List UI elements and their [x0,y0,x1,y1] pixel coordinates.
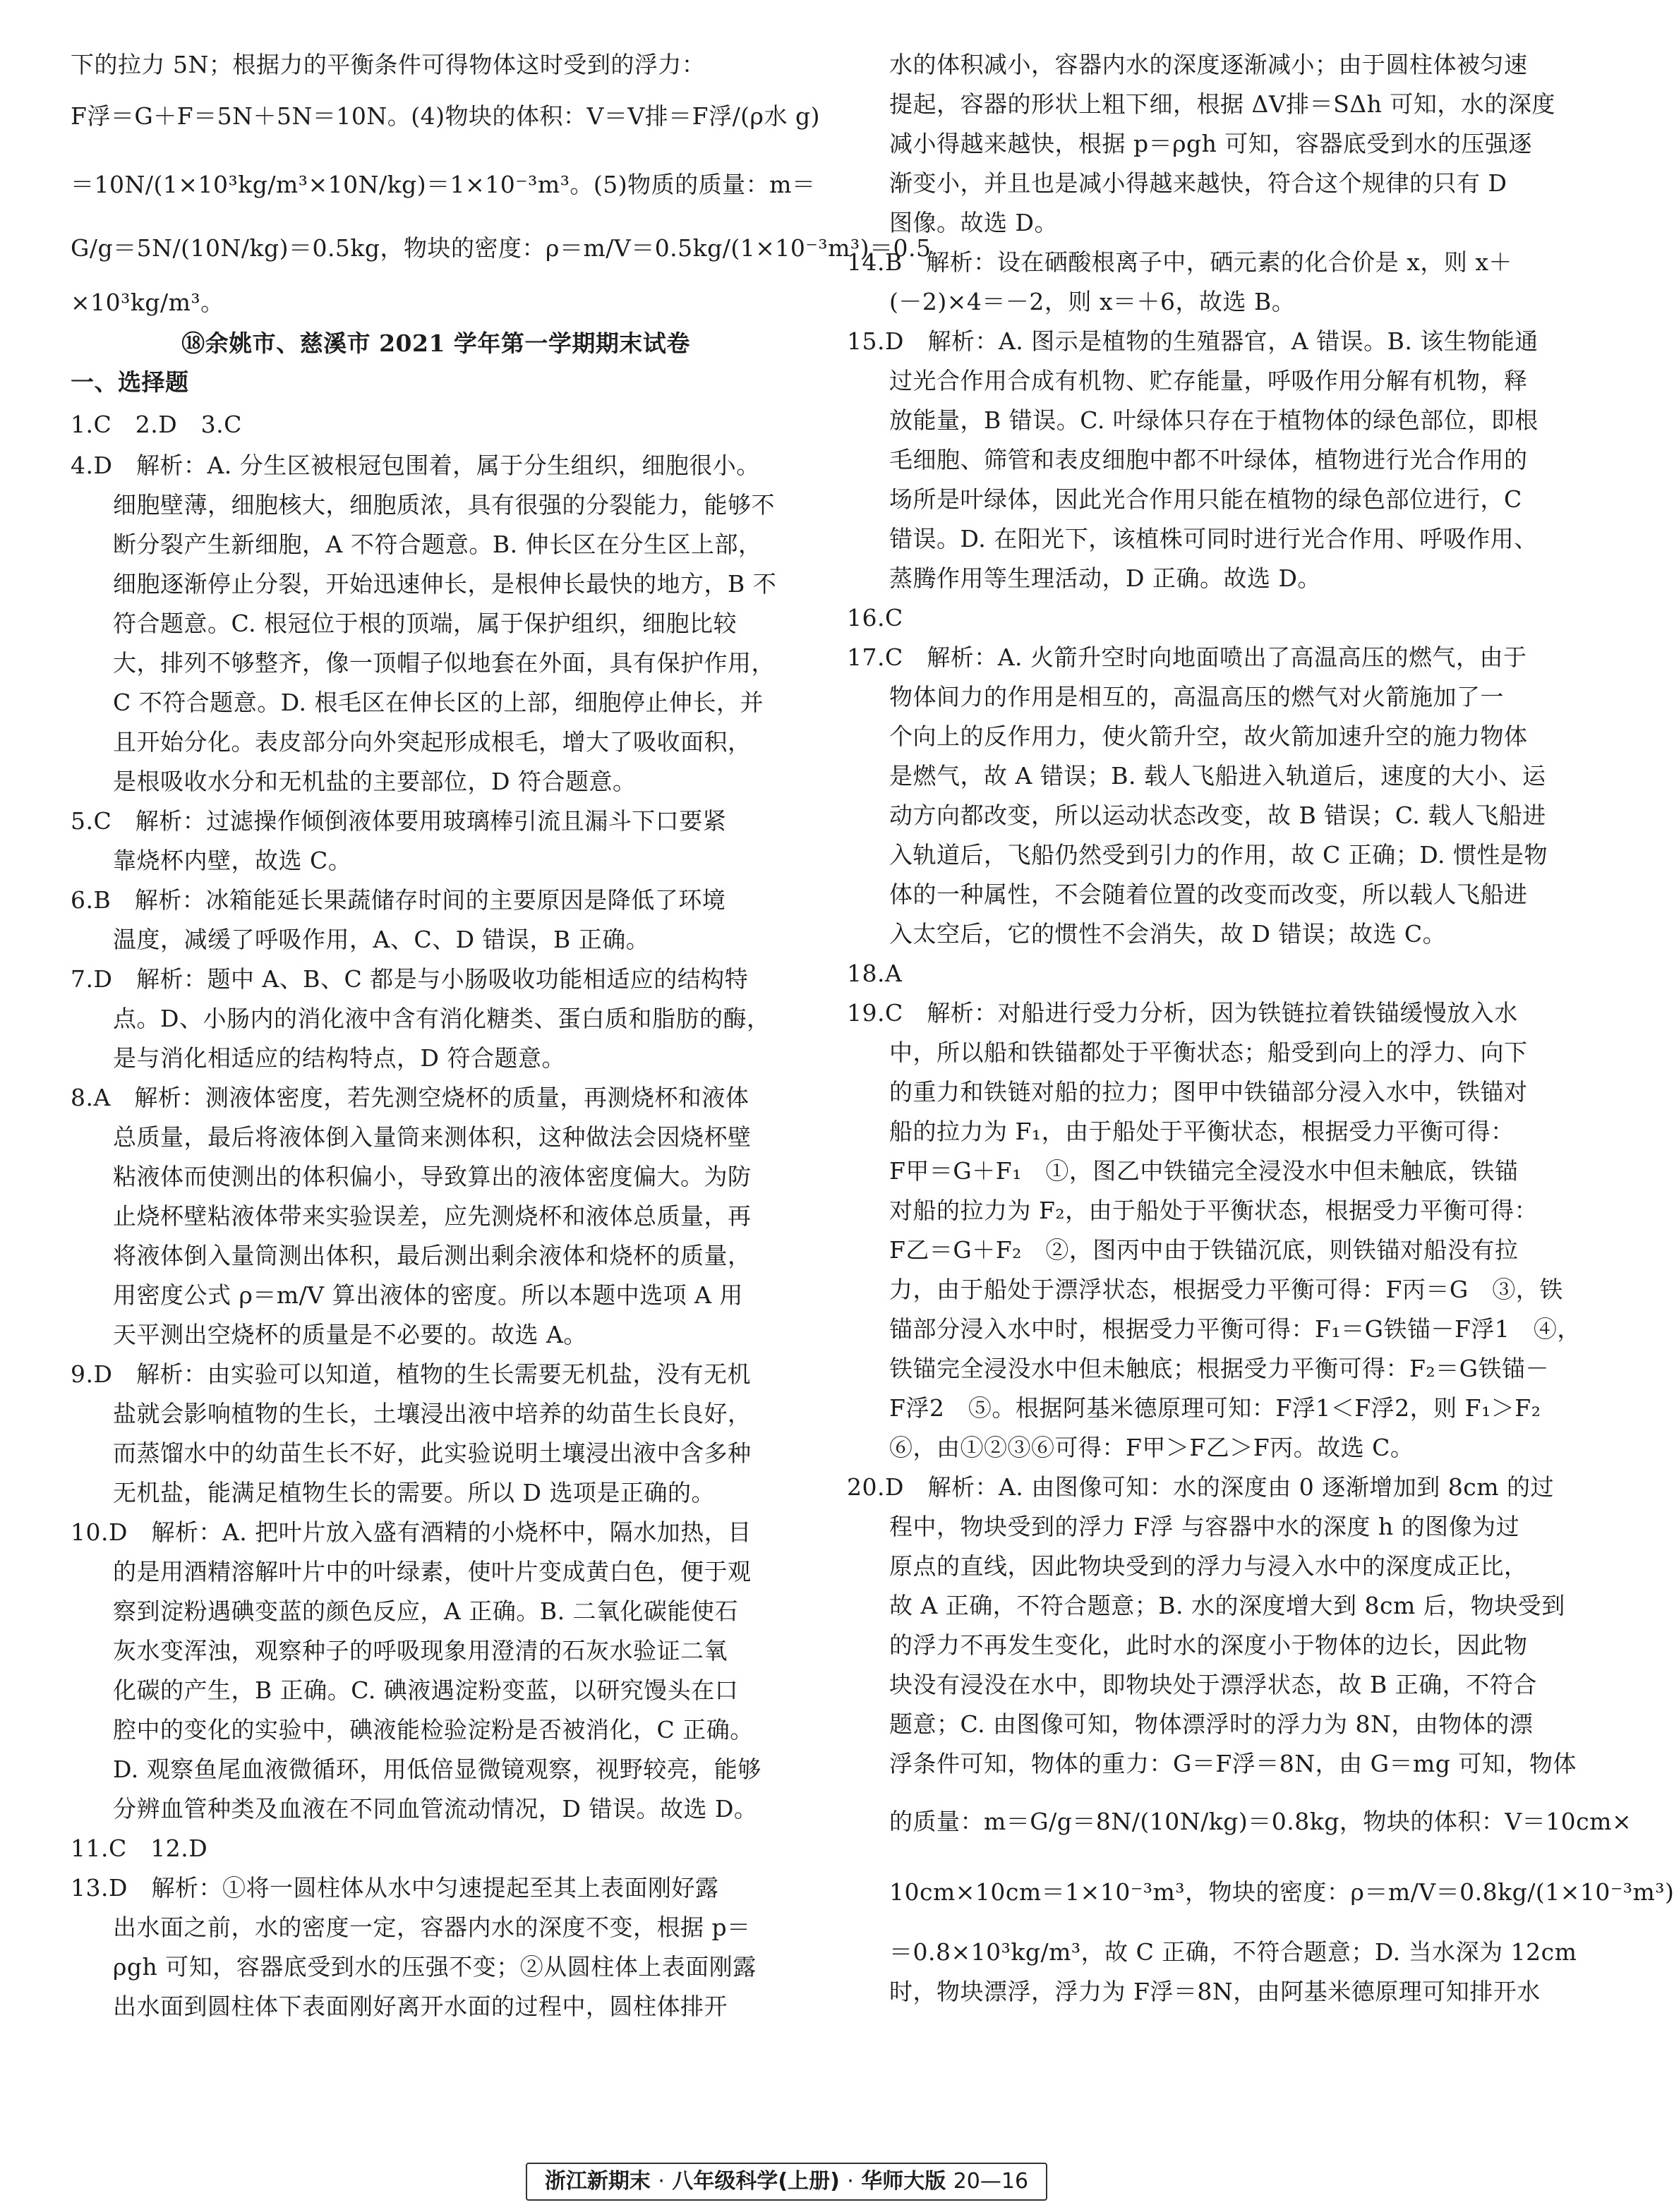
text-line: D. 观察鱼尾血液微循环，用低倍显微镜观察，视野较亮，能够 [113,1755,761,1783]
text-line: 温度，减缓了呼吸作用，A、C、D 错误，B 正确。 [113,926,650,953]
text-line: 的质量：m＝G/g＝8N/(10N/kg)＝0.8kg，物块的体积：V＝10cm× [889,1808,1632,1835]
text-line: 毛细胞、筛管和表皮细胞中都不叶绿体，植物进行光合作用的 [889,446,1528,473]
text-line: 放能量，B 错误。C. 叶绿体只存在于植物体的绿色部位，即根 [889,406,1538,434]
text-line: 出水面到圆柱体下表面刚好离开水面的过程中，圆柱体排开 [113,1993,728,2020]
footer-sep: · [658,2169,665,2194]
text-line: 船的拉力为 F₁，由于船处于平衡状态，根据受力平衡可得： [889,1118,1515,1145]
footer-book: 浙江新期末 [544,2169,651,2194]
text-line: 蒸腾作用等生理活动，D 正确。故选 D。 [889,564,1321,592]
text-line: ρgh 可知，容器底受到水的压强不变；②从圆柱体上表面刚露 [113,1953,757,1981]
text-line: 4.D 解析：A. 分生区被根冠包围着，属于分生组织，细胞很小。 [71,452,760,479]
text-line: 灰水变浑浊，观察种子的呼吸现象用澄清的石灰水验证二氧 [113,1637,728,1664]
text-line: 而蒸馏水中的幼苗生长不好，此实验说明土壤浸出液中含多种 [113,1439,752,1467]
page-number: 20—16 [953,2169,1029,2194]
text-line: 浮条件可知，物体的重力：G＝F浮＝8N，由 G＝mg 可知，物体 [889,1750,1577,1777]
text-line: 中，所以船和铁锚都处于平衡状态；船受到向上的浮力、向下 [889,1039,1528,1066]
text-line: 块没有浸没在水中，即物块处于漂浮状态，故 B 正确，不符合 [889,1671,1537,1698]
page-footer [526,2163,1047,2201]
text-line: 是燃气，故 A 错误；B. 载人飞船进入轨道后，速度的大小、运 [889,762,1546,790]
text-line: 总质量，最后将液体倒入量筒来测体积，这种做法会因烧杯壁 [113,1123,752,1151]
text-line: 入太空后，它的惯性不会消失，故 D 错误；故选 C。 [889,920,1447,948]
text-line: 动方向都改变，所以运动状态改变，故 B 错误；C. 载人飞船进 [889,802,1546,829]
text-line: F浮2 ⑤。根据阿基米德原理可知：F浮1＜F浮2，则 F₁＞F₂ [889,1394,1541,1422]
text-line: ⑥，由①②③⑥可得：F甲＞F乙＞F丙。故选 C。 [889,1434,1414,1461]
text-line: 原点的直线，因此物块受到的浮力与浸入水中的深度成正比， [889,1552,1528,1580]
text-line: 程中，物块受到的浮力 F浮 与容器中水的深度 h 的图像为过 [889,1513,1520,1540]
text-line: 盐就会影响植物的生长，土壤浸出液中培养的幼苗生长良好， [113,1400,752,1427]
text-line: 9.D 解析：由实验可以知道，植物的生长需要无机盐，没有无机 [71,1360,751,1388]
footer-sep-2: · [847,2169,854,2194]
text-line: 水的体积减小，容器内水的深度逐渐减小；由于圆柱体被匀速 [889,51,1528,78]
text-line: 的是用酒精溶解叶片中的叶绿素，使叶片变成黄白色，便于观 [113,1558,752,1585]
text-line: 时，物块漂浮，浮力为 F浮＝8N，由阿基米德原理可知排开水 [889,1978,1541,2005]
text-line: ⑱余姚市、慈溪市 2021 学年第一学期期末试卷 [181,330,690,357]
text-line: 是根吸收水分和无机盐的主要部位，D 符合题意。 [113,768,637,795]
text-line: 6.B 解析：冰箱能延长果蔬储存时间的主要原因是降低了环境 [71,886,726,914]
text-line: 15.D 解析：A. 图示是植物的生殖器官，A 错误。B. 该生物能通 [847,327,1538,355]
text-line: 出水面之前，水的密度一定，容器内水的深度不变，根据 p＝ [113,1914,751,1941]
footer-subject: 八年级科学(上册) [672,2169,840,2194]
text-line: 且开始分化。表皮部分向外突起形成根毛，增大了吸收面积， [113,728,752,756]
text-line: F乙＝G＋F₂ ②，图丙中由于铁锚沉底，则铁锚对船没有拉 [889,1236,1519,1264]
text-line: 化碳的产生，B 正确。C. 碘液遇淀粉变蓝，以研究馒头在口 [113,1676,739,1704]
text-line: 粘液体而使测出的体积偏小，导致算出的液体密度偏大。为防 [113,1163,752,1190]
text-line: 点。D、小肠内的消化液中含有消化糖类、蛋白质和脂肪的酶， [113,1005,771,1032]
text-line: 大，排列不够整齐，像一顶帽子似地套在外面，具有保护作用， [113,649,775,677]
text-line: ＝10N/(1×10³kg/m³×10N/kg)＝1×10⁻³m³。(5)物质的质量：m＝ [71,171,816,198]
text-line: 1.C 2.D 3.C [71,411,242,438]
text-line: 铁锚完全浸没水中但未触底；根据受力平衡可得：F₂＝G铁锚－ [889,1355,1549,1382]
text-line: 入轨道后，飞船仍然受到引力的作用，故 C 正确；D. 惯性是物 [889,841,1548,869]
text-line: 18.A [847,960,903,987]
text-line: C 不符合题意。D. 根毛区在伸长区的上部，细胞停止伸长，并 [113,689,764,716]
text-line: 16.C [847,604,903,631]
text-line: 10.D 解析：A. 把叶片放入盛有酒精的小烧杯中，隔水加热，目 [71,1518,752,1546]
text-line: 提起，容器的形状上粗下细，根据 ΔV排＝SΔh 可知，水的深度 [889,90,1555,118]
text-line: 分辨血管种类及血液在不同血管流动情况，D 错误。故选 D。 [113,1795,758,1823]
text-line: 力，由于船处于漂浮状态，根据受力平衡可得：F丙＝G ③，铁 [889,1276,1563,1303]
text-line: 17.C 解析：A. 火箭升空时向地面喷出了高温高压的燃气，由于 [847,643,1527,671]
text-line: 错误。D. 在阳光下，该植株可同时进行光合作用、呼吸作用、 [889,525,1538,552]
footer-edition: 华师大版 [861,2169,946,2194]
text-line: 锚部分浸入水中时，根据受力平衡可得：F₁＝G铁锚－F浮1 ④， [889,1315,1581,1343]
text-line: 个向上的反作用力，使火箭升空，故火箭加速升空的施力物体 [889,723,1528,750]
text-line: ＝0.8×10³kg/m³，故 C 正确，不符合题意；D. 当水深为 12cm [889,1938,1577,1966]
text-line: 无机盐，能满足植物生长的需要。所以 D 选项是正确的。 [113,1479,715,1506]
text-line: F浮＝G＋F＝5N＋5N＝10N。(4)物块的体积：V＝V排＝F浮/(ρ水 g) [71,102,820,130]
text-line: 体的一种属性，不会随着位置的改变而改变，所以载人飞船进 [889,881,1528,908]
text-line: 8.A 解析：测液体密度，若先测空烧杯的质量，再测烧杯和液体 [71,1084,749,1111]
text-line: (－2)×4＝－2，则 x＝＋6，故选 B。 [889,288,1296,315]
text-line: 细胞逐渐停止分裂，开始迅速伸长，是根伸长最快的地方，B 不 [113,570,777,598]
text-line: 腔中的变化的实验中，碘液能检验淀粉是否被消化，C 正确。 [113,1716,754,1743]
text-line: 用密度公式 ρ＝m/V 算出液体的密度。所以本题中选项 A 用 [113,1281,743,1309]
text-line: 符合题意。C. 根冠位于根的顶端，属于保护组织，细胞比较 [113,610,737,637]
text-line: 渐变小，并且也是减小得越来越快，符合这个规律的只有 D [889,169,1507,197]
text-line: 的浮力不再发生变化，此时水的深度小于物体的边长，因此物 [889,1631,1528,1659]
text-line: 察到淀粉遇碘变蓝的颜色反应，A 正确。B. 二氧化碳能使石 [113,1597,739,1625]
text-line: 19.C 解析：对船进行受力分析，因为铁链拉着铁锚缓慢放入水 [847,999,1518,1027]
text-line: 物体间力的作用是相互的，高温高压的燃气对火箭施加了一 [889,683,1504,711]
text-line: 题意；C. 由图像可知，物体漂浮时的浮力为 8N，由物体的漂 [889,1710,1534,1738]
text-line: 5.C 解析：过滤操作倾倒液体要用玻璃棒引流且漏斗下口要紧 [71,807,727,835]
text-line: 将液体倒入量筒测出体积，最后测出剩余液体和烧杯的质量， [113,1242,752,1269]
text-line: 天平测出空烧杯的质量是不必要的。故选 A。 [113,1321,587,1348]
text-line: G/g＝5N/(10N/kg)＝0.5kg，物块的密度：ρ＝m/V＝0.5kg/(1×10⁻³m³)＝0.5 [71,234,932,262]
text-line: 10cm×10cm＝1×10⁻³m³，物块的密度：ρ＝m/V＝0.8kg/(1×10⁻³m³) [889,1878,1674,1906]
text-line: 7.D 解析：题中 A、B、C 都是与小肠吸收功能相适应的结构特 [71,965,749,993]
text-line: 一、选择题 [71,368,189,396]
text-line: 细胞壁薄，细胞核大，细胞质浓，具有很强的分裂能力，能够不 [113,491,775,519]
text-line: 是与消化相适应的结构特点，D 符合题意。 [113,1044,565,1072]
text-line: 20.D 解析：A. 由图像可知：水的深度由 0 逐渐增加到 8cm 的过 [847,1473,1554,1501]
text-line: 14.B 解析：设在硒酸根离子中，硒元素的化合价是 x，则 x＋ [847,248,1512,276]
text-line: 止烧杯壁粘液体带来实验误差，应先测烧杯和液体总质量，再 [113,1202,752,1230]
text-line: 的重力和铁链对船的拉力；图甲中铁锚部分浸入水中，铁锚对 [889,1078,1528,1106]
text-line: ×10³kg/m³。 [71,289,224,316]
text-line: 靠烧杯内壁，故选 C。 [113,847,352,874]
text-line: 故 A 正确，不符合题意；B. 水的深度增大到 8cm 后，物块受到 [889,1592,1565,1619]
text-line: 对船的拉力为 F₂，由于船处于平衡状态，根据受力平衡可得： [889,1197,1538,1224]
text-line: F甲＝G＋F₁ ①，图乙中铁锚完全浸没水中但未触底，铁锚 [889,1157,1519,1185]
text-line: 图像。故选 D。 [889,209,1058,236]
text-line: 场所是叶绿体，因此光合作用只能在植物的绿色部位进行，C [889,485,1522,513]
text-line: 下的拉力 5N；根据力的平衡条件可得物体这时受到的浮力： [71,51,706,78]
text-line: 过光合作用合成有机物、贮存能量，呼吸作用分解有机物，释 [889,367,1528,394]
text-line: 11.C 12.D [71,1835,208,1862]
text-line: 减小得越来越快，根据 p＝ρgh 可知，容器底受到水的压强逐 [889,130,1532,157]
text-line: 断分裂产生新细胞，A 不符合题意。B. 伸长区在分生区上部， [113,531,762,558]
text-line: 13.D 解析：①将一圆柱体从水中匀速提起至其上表面刚好露 [71,1874,719,1902]
